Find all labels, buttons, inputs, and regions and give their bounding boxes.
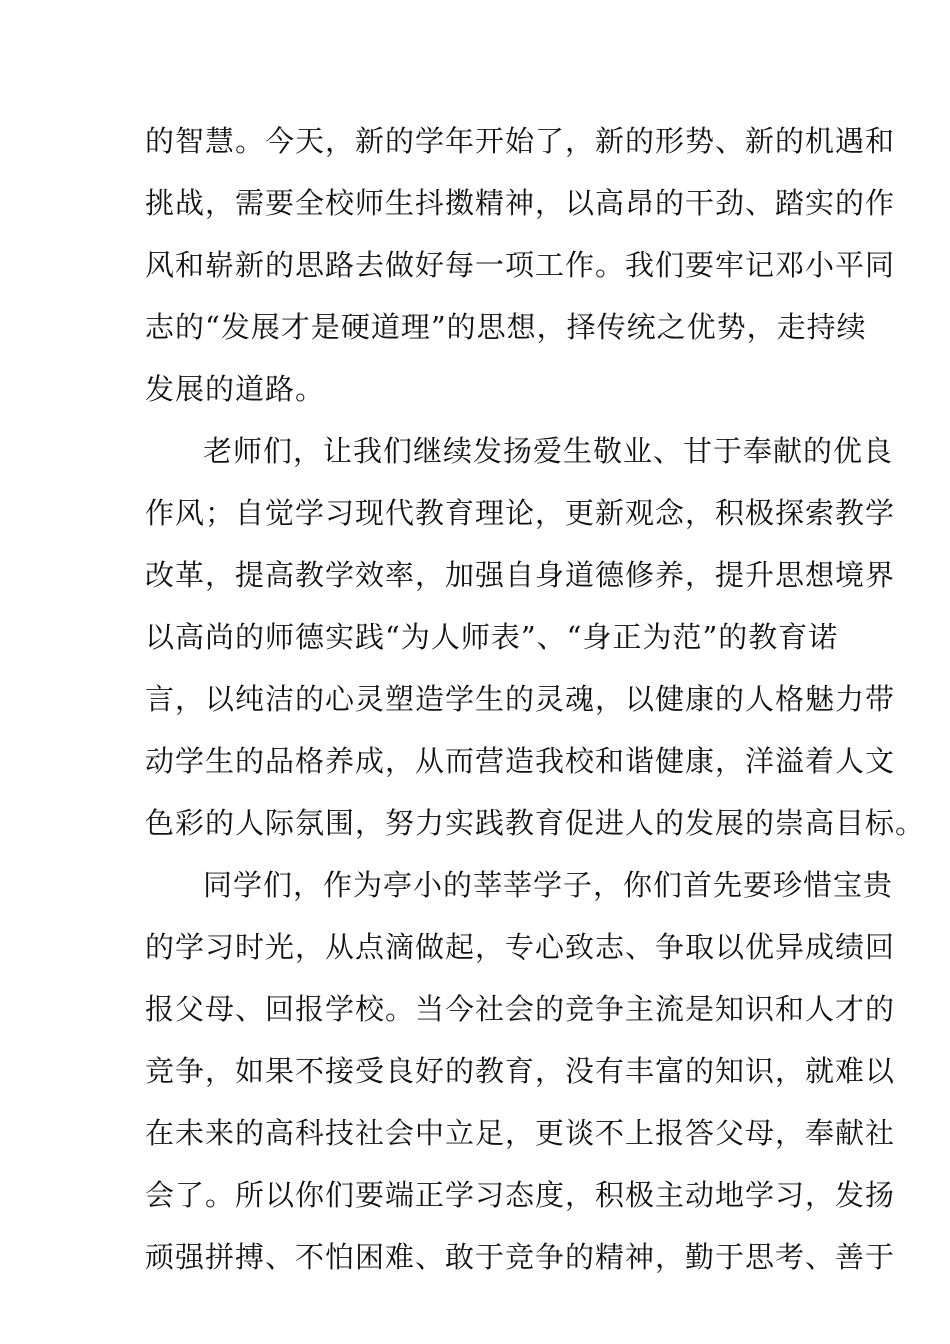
text-line: 发展的道路。 [145,372,326,406]
document-body [145,110,926,1288]
text-line: 动学生的品格养成，从而营造我校和谐健康，洋溢着人文 [145,744,896,778]
text-line: 的智慧。今天，新的学年开始了，新的形势、新的机遇和 [145,124,896,158]
text-line: 志的“发展才是硬道理”的思想，择传统之优势，走持续 [145,310,867,344]
text-line: 色彩的人际氛围，努力实践教育促进人的发展的崇高目标。 [145,806,926,840]
text-line: 以高尚的师德实践“为人师表”、“身正为范”的教育诺 [145,620,839,654]
paragraph-3 [145,854,896,1288]
text-line: 竞争，如果不接受良好的教育，没有丰富的知识，就难以 [145,1054,896,1088]
text-line: 风和崭新的思路去做好每一项工作。我们要牢记邓小平同 [145,248,896,282]
paragraph-2 [145,420,926,854]
text-line: 同学们，作为亭小的莘莘学子，你们首先要珍惜宝贵 [203,868,894,902]
paragraph-1 [145,110,896,420]
text-line: 改革，提高教学效率，加强自身道德修养，提升思想境界 [145,558,896,592]
text-line: 挑战，需要全校师生抖擞精神，以高昂的干劲、踏实的作 [145,186,896,220]
text-line: 老师们，让我们继续发扬爱生敬业、甘于奉献的优良 [203,434,894,468]
text-line: 顽强拼搏、不怕困难、敢于竞争的精神，勤于思考、善于 [145,1240,896,1274]
text-line: 在未来的高科技社会中立足，更谈不上报答父母，奉献社 [145,1116,896,1150]
text-line: 作风；自觉学习现代教育理论，更新观念，积极探索教学 [145,496,896,530]
text-line: 报父母、回报学校。当今社会的竞争主流是知识和人才的 [145,992,896,1026]
text-line: 言，以纯洁的心灵塑造学生的灵魂，以健康的人格魅力带 [145,682,896,716]
text-line: 的学习时光，从点滴做起，专心致志、争取以优异成绩回 [145,930,896,964]
text-line: 会了。所以你们要端正学习态度，积极主动地学习，发扬 [145,1178,896,1212]
